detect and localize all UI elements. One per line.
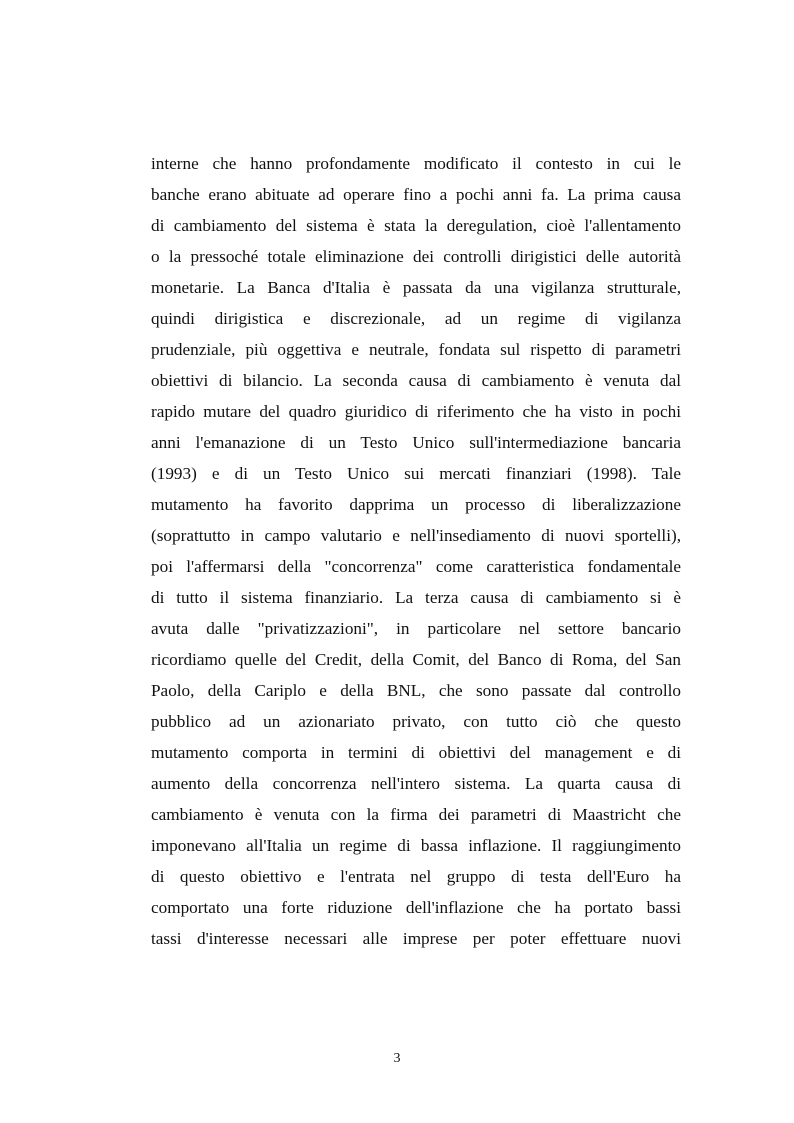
text-line: monetarie. La Banca d'Italia è passata da una vigilanza strutturale, — [151, 278, 681, 297]
text-line: avuta dalle "privatizzazioni", in particolare nel settore bancario — [151, 619, 681, 638]
text-line: ricordiamo quelle del Credit, della Comit, del Banco di Roma, del San — [151, 650, 681, 669]
text-line: pubblico ad un azionariato privato, con tutto ciò che questo — [151, 712, 681, 731]
body-paragraph — [151, 150, 681, 956]
text-line: quindi dirigistica e discrezionale, ad un regime di vigilanza — [151, 309, 681, 328]
text-line: comportato una forte riduzione dell'inflazione che ha portato bassi — [151, 898, 681, 917]
text-line: (1993) e di un Testo Unico sui mercati finanziari (1998). Tale — [151, 464, 681, 483]
text-line: obiettivi di bilancio. La seconda causa di cambiamento è venuta dal — [151, 371, 681, 390]
text-line: banche erano abituate ad operare fino a pochi anni fa. La prima causa — [151, 185, 681, 204]
text-line: aumento della concorrenza nell'intero sistema. La quarta causa di — [151, 774, 681, 793]
text-line: cambiamento è venuta con la firma dei parametri di Maastricht che — [151, 805, 681, 824]
text-line: poi l'affermarsi della "concorrenza" come caratteristica fondamentale — [151, 557, 681, 576]
text-line: rapido mutare del quadro giuridico di riferimento che ha visto in pochi — [151, 402, 681, 421]
text-line: prudenziale, più oggettiva e neutrale, fondata sul rispetto di parametri — [151, 340, 681, 359]
text-line: o la pressoché totale eliminazione dei controlli dirigistici delle autorità — [151, 247, 681, 266]
text-line: imponevano all'Italia un regime di bassa inflazione. Il raggiungimento — [151, 836, 681, 855]
text-line: Paolo, della Cariplo e della BNL, che sono passate dal controllo — [151, 681, 681, 700]
text-line: di tutto il sistema finanziario. La terza causa di cambiamento si è — [151, 588, 681, 607]
text-line: (soprattutto in campo valutario e nell'insediamento di nuovi sportelli), — [151, 526, 681, 545]
text-line: di cambiamento del sistema è stata la deregulation, cioè l'allentamento — [151, 216, 681, 235]
text-line: di questo obiettivo e l'entrata nel gruppo di testa dell'Euro ha — [151, 867, 681, 886]
text-line: tassi d'interesse necessari alle imprese per poter effettuare nuovi — [151, 929, 681, 948]
text-line: interne che hanno profondamente modificato il contesto in cui le — [151, 154, 681, 173]
text-line: anni l'emanazione di un Testo Unico sull'intermediazione bancaria — [151, 433, 681, 452]
text-line: mutamento ha favorito dapprima un processo di liberalizzazione — [151, 495, 681, 514]
text-line: mutamento comporta in termini di obiettivi del management e di — [151, 743, 681, 762]
page-number: 3 — [393, 1051, 401, 1066]
